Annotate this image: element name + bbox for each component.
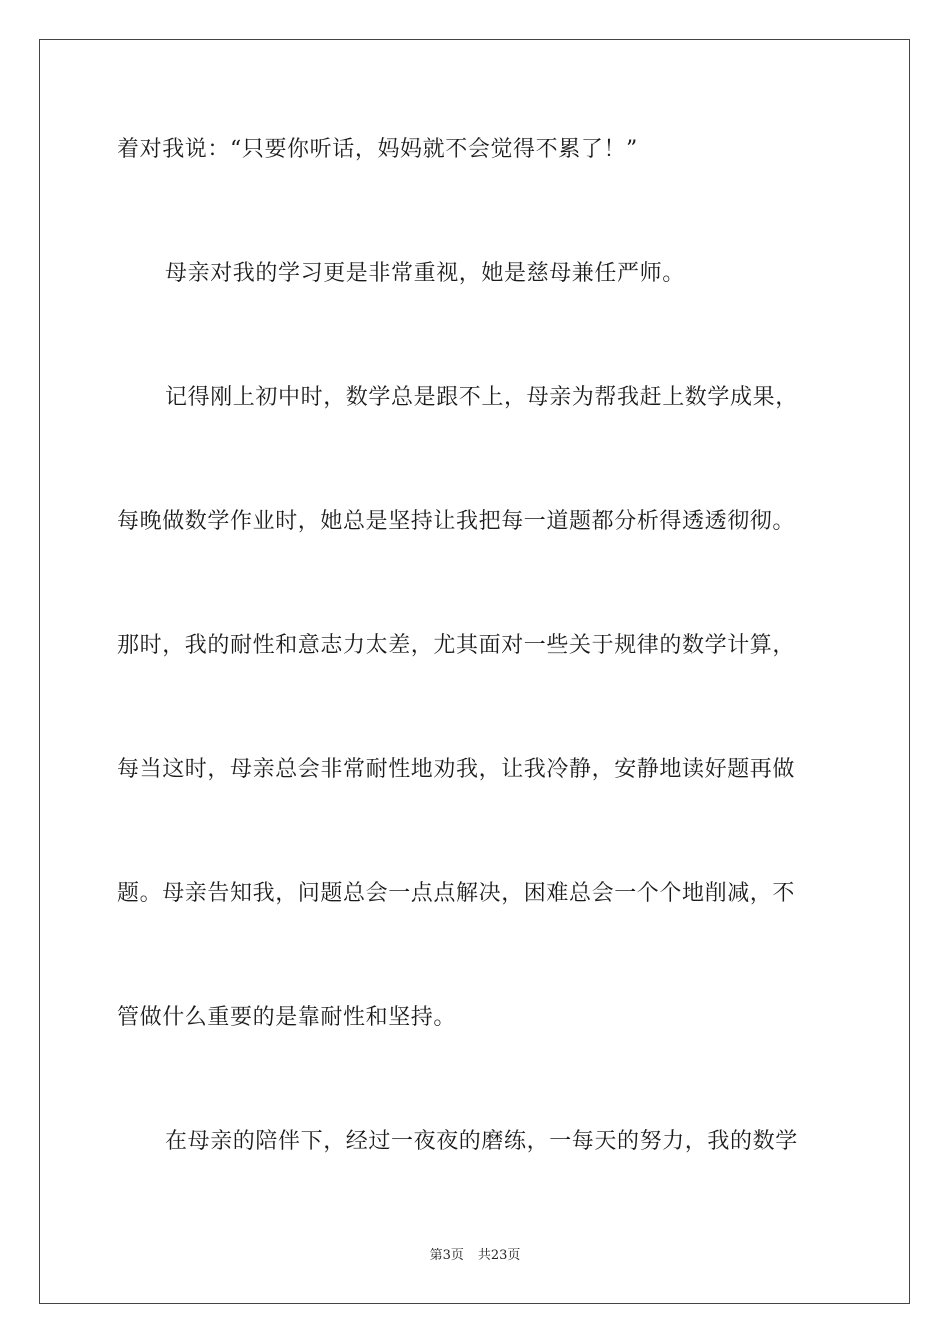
text-line-5: 那时，我的耐性和意志力太差，尤其面对一些关于规律的数学计算， xyxy=(117,633,796,658)
text-line-3: 记得刚上初中时，数学总是跟不上，母亲为帮我赶上数学成果， xyxy=(165,385,798,410)
text-line-1: 着对我说：“只要你听话，妈妈就不会觉得不累了！” xyxy=(117,137,638,162)
text-line-4: 每晚做数学作业时，她总是坚持让我把每一道题都分析得透透彻彻。 xyxy=(117,509,796,534)
page-number: 第3页 xyxy=(429,1248,464,1263)
text-line-7: 题。母亲告知我，问题总会一点点解决，困难总会一个个地削减，不 xyxy=(117,881,796,906)
text-line-9: 在母亲的陪伴下，经过一夜夜的磨练，一每天的努力，我的数学 xyxy=(165,1129,798,1154)
page-total: 共23页 xyxy=(477,1248,521,1263)
text-line-6: 每当这时，母亲总会非常耐性地劝我，让我冷静，安静地读好题再做 xyxy=(117,757,796,782)
text-line-8: 管做什么重要的是靠耐性和坚持。 xyxy=(117,1005,457,1030)
page-frame xyxy=(39,39,910,1304)
text-line-2: 母亲对我的学习更是非常重视，她是慈母兼任严师。 xyxy=(165,261,685,286)
page-footer xyxy=(0,1247,950,1265)
